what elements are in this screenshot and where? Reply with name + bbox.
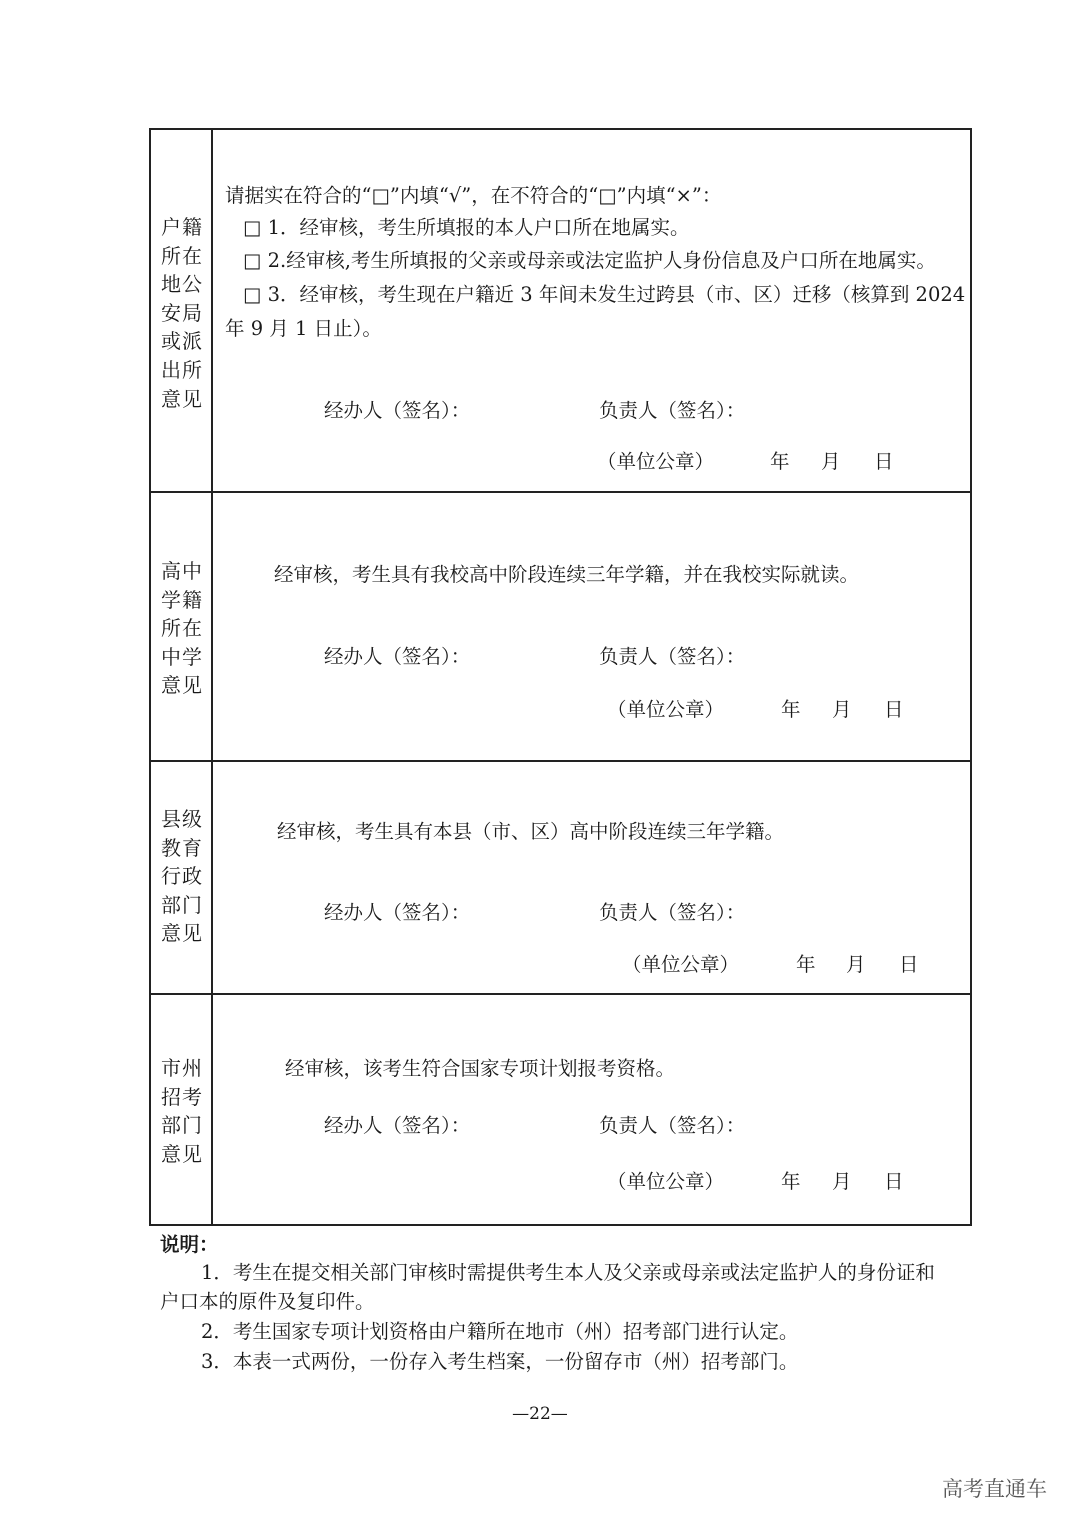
date-day-label: 日: [884, 1170, 904, 1193]
section-label: [151, 762, 213, 993]
review-form-table: [149, 128, 972, 1226]
date-day-label: 日: [899, 953, 919, 976]
date-year-label: 年: [770, 450, 790, 473]
label-line: 所在: [161, 243, 203, 268]
review-statement: 经审核，考生具有我校高中阶段连续三年学籍，并在我校实际就读。: [274, 563, 860, 586]
label-line: 高中: [161, 559, 203, 583]
section-content: [213, 130, 970, 491]
label-line: 部门: [161, 892, 203, 917]
handler-signature-label: 经办人（签名）：: [324, 901, 471, 924]
section-household-police: [151, 130, 970, 491]
section-high-school: [151, 491, 970, 760]
leader-signature-label: 负责人（签名）：: [599, 901, 746, 924]
label-line: 户籍: [161, 215, 203, 239]
date-month-label: 月: [821, 450, 841, 473]
date-year-label: 年: [781, 698, 801, 721]
section-label: [151, 995, 213, 1224]
note-line-1-continued: 户口本的原件及复印件。: [160, 1290, 375, 1313]
handler-signature-label: 经办人（签名）：: [324, 399, 471, 422]
section-content: [213, 762, 970, 993]
note-line-2: 2．考生国家专项计划资格由户籍所在地市（州）招考部门进行认定。: [201, 1320, 799, 1343]
date-day-label: 日: [884, 698, 904, 721]
review-statement: 经审核，考生具有本县（市、区）高中阶段连续三年学籍。: [277, 820, 785, 843]
label-line: 中学: [161, 644, 203, 669]
date-month-label: 月: [846, 953, 866, 976]
date-year-label: 年: [796, 953, 816, 976]
label-line: 招考: [161, 1084, 203, 1109]
section-county-education: [151, 760, 970, 993]
label-line: 所在: [161, 616, 203, 641]
checklist-item-3-continued: 年 9 月 1 日止）。: [225, 317, 382, 340]
leader-signature-label: 负责人（签名）：: [599, 399, 746, 422]
section-content: [213, 995, 970, 1224]
section-content: [213, 493, 970, 760]
checklist-item-3: □ 3．经审核，考生现在户籍近 3 年间未发生过跨县（市、区）迁移（核算到 2024: [243, 283, 966, 306]
note-line-3: 3．本表一式两份，一份存入考生档案，一份留存市（州）招考部门。: [201, 1350, 799, 1373]
label-line: 部门: [161, 1113, 203, 1138]
label-line: 意见: [161, 1141, 203, 1166]
review-statement: 经审核，该考生符合国家专项计划报考资格。: [285, 1057, 676, 1080]
watermark-text: 高考直通车: [942, 1477, 1047, 1501]
date-month-label: 月: [832, 1170, 852, 1193]
handler-signature-label: 经办人（签名）：: [324, 645, 471, 668]
date-day-label: 日: [874, 450, 894, 473]
checklist-item-1: □ 1．经审核，考生所填报的本人户口所在地属实。: [243, 216, 690, 239]
leader-signature-label: 负责人（签名）：: [599, 645, 746, 668]
label-line: 意见: [161, 673, 203, 698]
label-line: 或派: [161, 329, 203, 354]
label-line: 地公: [161, 272, 203, 297]
date-year-label: 年: [781, 1170, 801, 1193]
leader-signature-label: 负责人（签名）：: [599, 1114, 746, 1137]
label-line: 教育: [161, 835, 203, 860]
notes-title: 说明：: [160, 1233, 219, 1256]
section-label: [151, 493, 213, 760]
label-line: 行政: [161, 864, 203, 889]
instruction-text: 请据实在符合的“□”内填“√”，在不符合的“□”内填“×”：: [225, 184, 722, 207]
label-line: 出所: [161, 357, 203, 382]
label-line: 意见: [161, 921, 203, 946]
section-label: [151, 130, 213, 491]
unit-seal-label: （单位公章）: [607, 698, 725, 721]
date-month-label: 月: [832, 698, 852, 721]
unit-seal-label: （单位公章）: [597, 450, 715, 473]
label-line: 县级: [161, 807, 203, 831]
label-line: 市州: [161, 1056, 203, 1080]
checklist-item-2: □ 2.经审核,考生所填报的父亲或母亲或法定监护人身份信息及户口所在地属实。: [243, 249, 936, 272]
unit-seal-label: （单位公章）: [622, 953, 740, 976]
label-line: 安局: [161, 300, 203, 325]
section-city-admissions: [151, 993, 970, 1224]
label-line: 学籍: [161, 587, 203, 612]
label-line: 意见: [161, 386, 203, 411]
note-line-1: 1．考生在提交相关部门审核时需提供考生本人及父亲或母亲或法定监护人的身份证和: [201, 1261, 935, 1284]
unit-seal-label: （单位公章）: [607, 1170, 725, 1193]
page-number: —22—: [512, 1404, 568, 1424]
handler-signature-label: 经办人（签名）：: [324, 1114, 471, 1137]
